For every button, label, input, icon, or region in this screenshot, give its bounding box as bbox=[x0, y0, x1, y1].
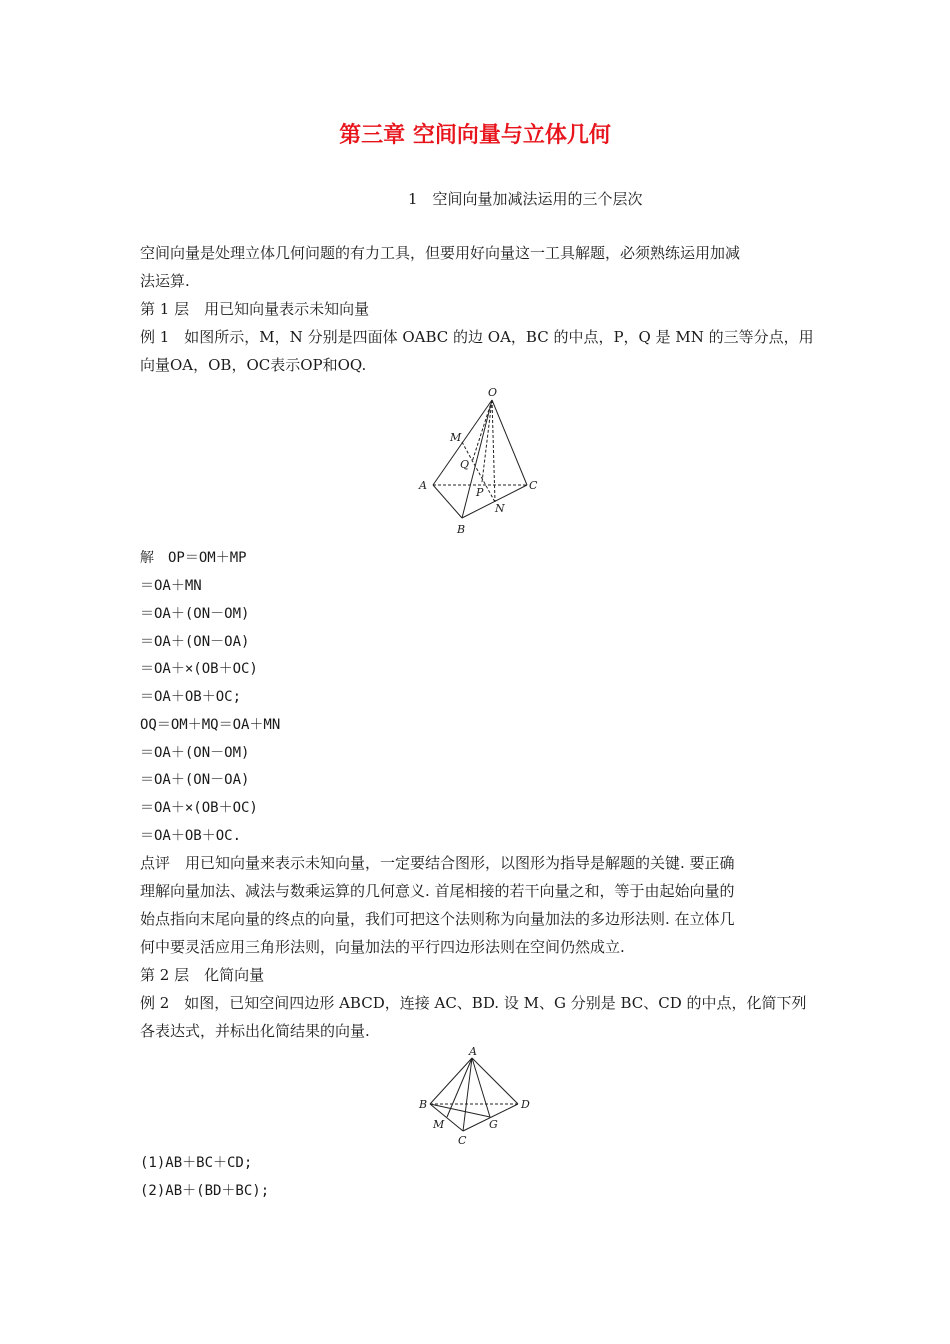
label-n: N bbox=[495, 502, 505, 515]
level2-heading: 第 2 层 化简向量 bbox=[140, 966, 265, 984]
label-a: A bbox=[419, 479, 427, 492]
label2-a: A bbox=[469, 1045, 477, 1058]
example1-line-2: 向量OA，OB，OC表示OP和OQ. bbox=[140, 356, 367, 374]
comment-line-3: 始点指向末尾向量的终点的向量，我们可把这个法则称为向量加法的多边形法则. 在立体几 bbox=[140, 910, 735, 928]
label2-g: G bbox=[489, 1118, 498, 1131]
solution-line-5: ＝OA＋×(OB＋OC) bbox=[140, 661, 258, 677]
label-p: P bbox=[476, 486, 484, 499]
level1-heading: 第 1 层 用已知向量表示未知向量 bbox=[140, 300, 370, 318]
label-m: M bbox=[450, 431, 462, 444]
solution-line-2: ＝OA＋MN bbox=[140, 578, 202, 594]
solution-line-1: 解 OP＝OM＋MP bbox=[140, 550, 247, 566]
label-b: B bbox=[457, 523, 466, 536]
solution-line-4: ＝OA＋(ON－OA) bbox=[140, 634, 250, 650]
comment-line-1: 点评 用已知向量来表示未知向量，一定要结合图形，以图形为指导是解题的关键. 要正确 bbox=[140, 854, 735, 872]
quadrilateral-figure bbox=[415, 1045, 540, 1150]
comment-line-2: 理解向量加法、减法与数乘运算的几何意义. 首尾相接的若干向量之和，等于由起始向量的 bbox=[140, 882, 735, 900]
section-title: 1 空间向量加减法运用的三个层次 bbox=[408, 190, 643, 208]
label-o: O bbox=[488, 386, 498, 399]
solution-line-9: ＝OA＋(ON－OA) bbox=[140, 772, 250, 788]
label-q: Q bbox=[460, 458, 470, 471]
solution-line-8: ＝OA＋(ON－OM) bbox=[140, 745, 250, 761]
solution-line-6: ＝OA＋OB＋OC; bbox=[140, 689, 242, 705]
solution-line-3: ＝OA＋(ON－OM) bbox=[140, 606, 250, 622]
example2-line-1: 例 2 如图，已知空间四边形 ABCD，连接 AC、BD. 设 M、G 分别是 BC、CD 的中点，化简下列 bbox=[140, 994, 807, 1012]
solution-line-11: ＝OA＋OB＋OC. bbox=[140, 828, 242, 844]
solution-line-7: OQ＝OM＋MQ＝OA＋MN bbox=[140, 717, 281, 733]
example2-line-2: 各表达式，并标出化简结果的向量. bbox=[140, 1022, 370, 1040]
tetrahedron-figure bbox=[415, 385, 545, 540]
label2-d: D bbox=[521, 1098, 530, 1111]
label2-b: B bbox=[419, 1098, 428, 1111]
chapter-title: 第三章 空间向量与立体几何 bbox=[339, 123, 611, 148]
label-c: C bbox=[529, 479, 538, 492]
label2-m: M bbox=[433, 1118, 445, 1131]
intro-line-2: 法运算. bbox=[140, 272, 190, 290]
comment-line-4: 何中要灵活应用三角形法则，向量加法的平行四边形法则在空间仍然成立. bbox=[140, 938, 625, 956]
label2-c: C bbox=[458, 1134, 467, 1147]
solution-line-10: ＝OA＋×(OB＋OC) bbox=[140, 800, 258, 816]
example1-line-1: 例 1 如图所示，M，N 分别是四面体 OABC 的边 OA，BC 的中点，P，Q 是 MN 的三等分点，用 bbox=[140, 328, 814, 346]
question-1: (1)AB＋BC＋CD; bbox=[140, 1155, 253, 1171]
question-2: (2)AB＋(BD＋BC); bbox=[140, 1183, 270, 1199]
intro-line-1: 空间向量是处理立体几何问题的有力工具，但要用好向量这一工具解题，必须熟练运用加减 bbox=[140, 244, 741, 262]
